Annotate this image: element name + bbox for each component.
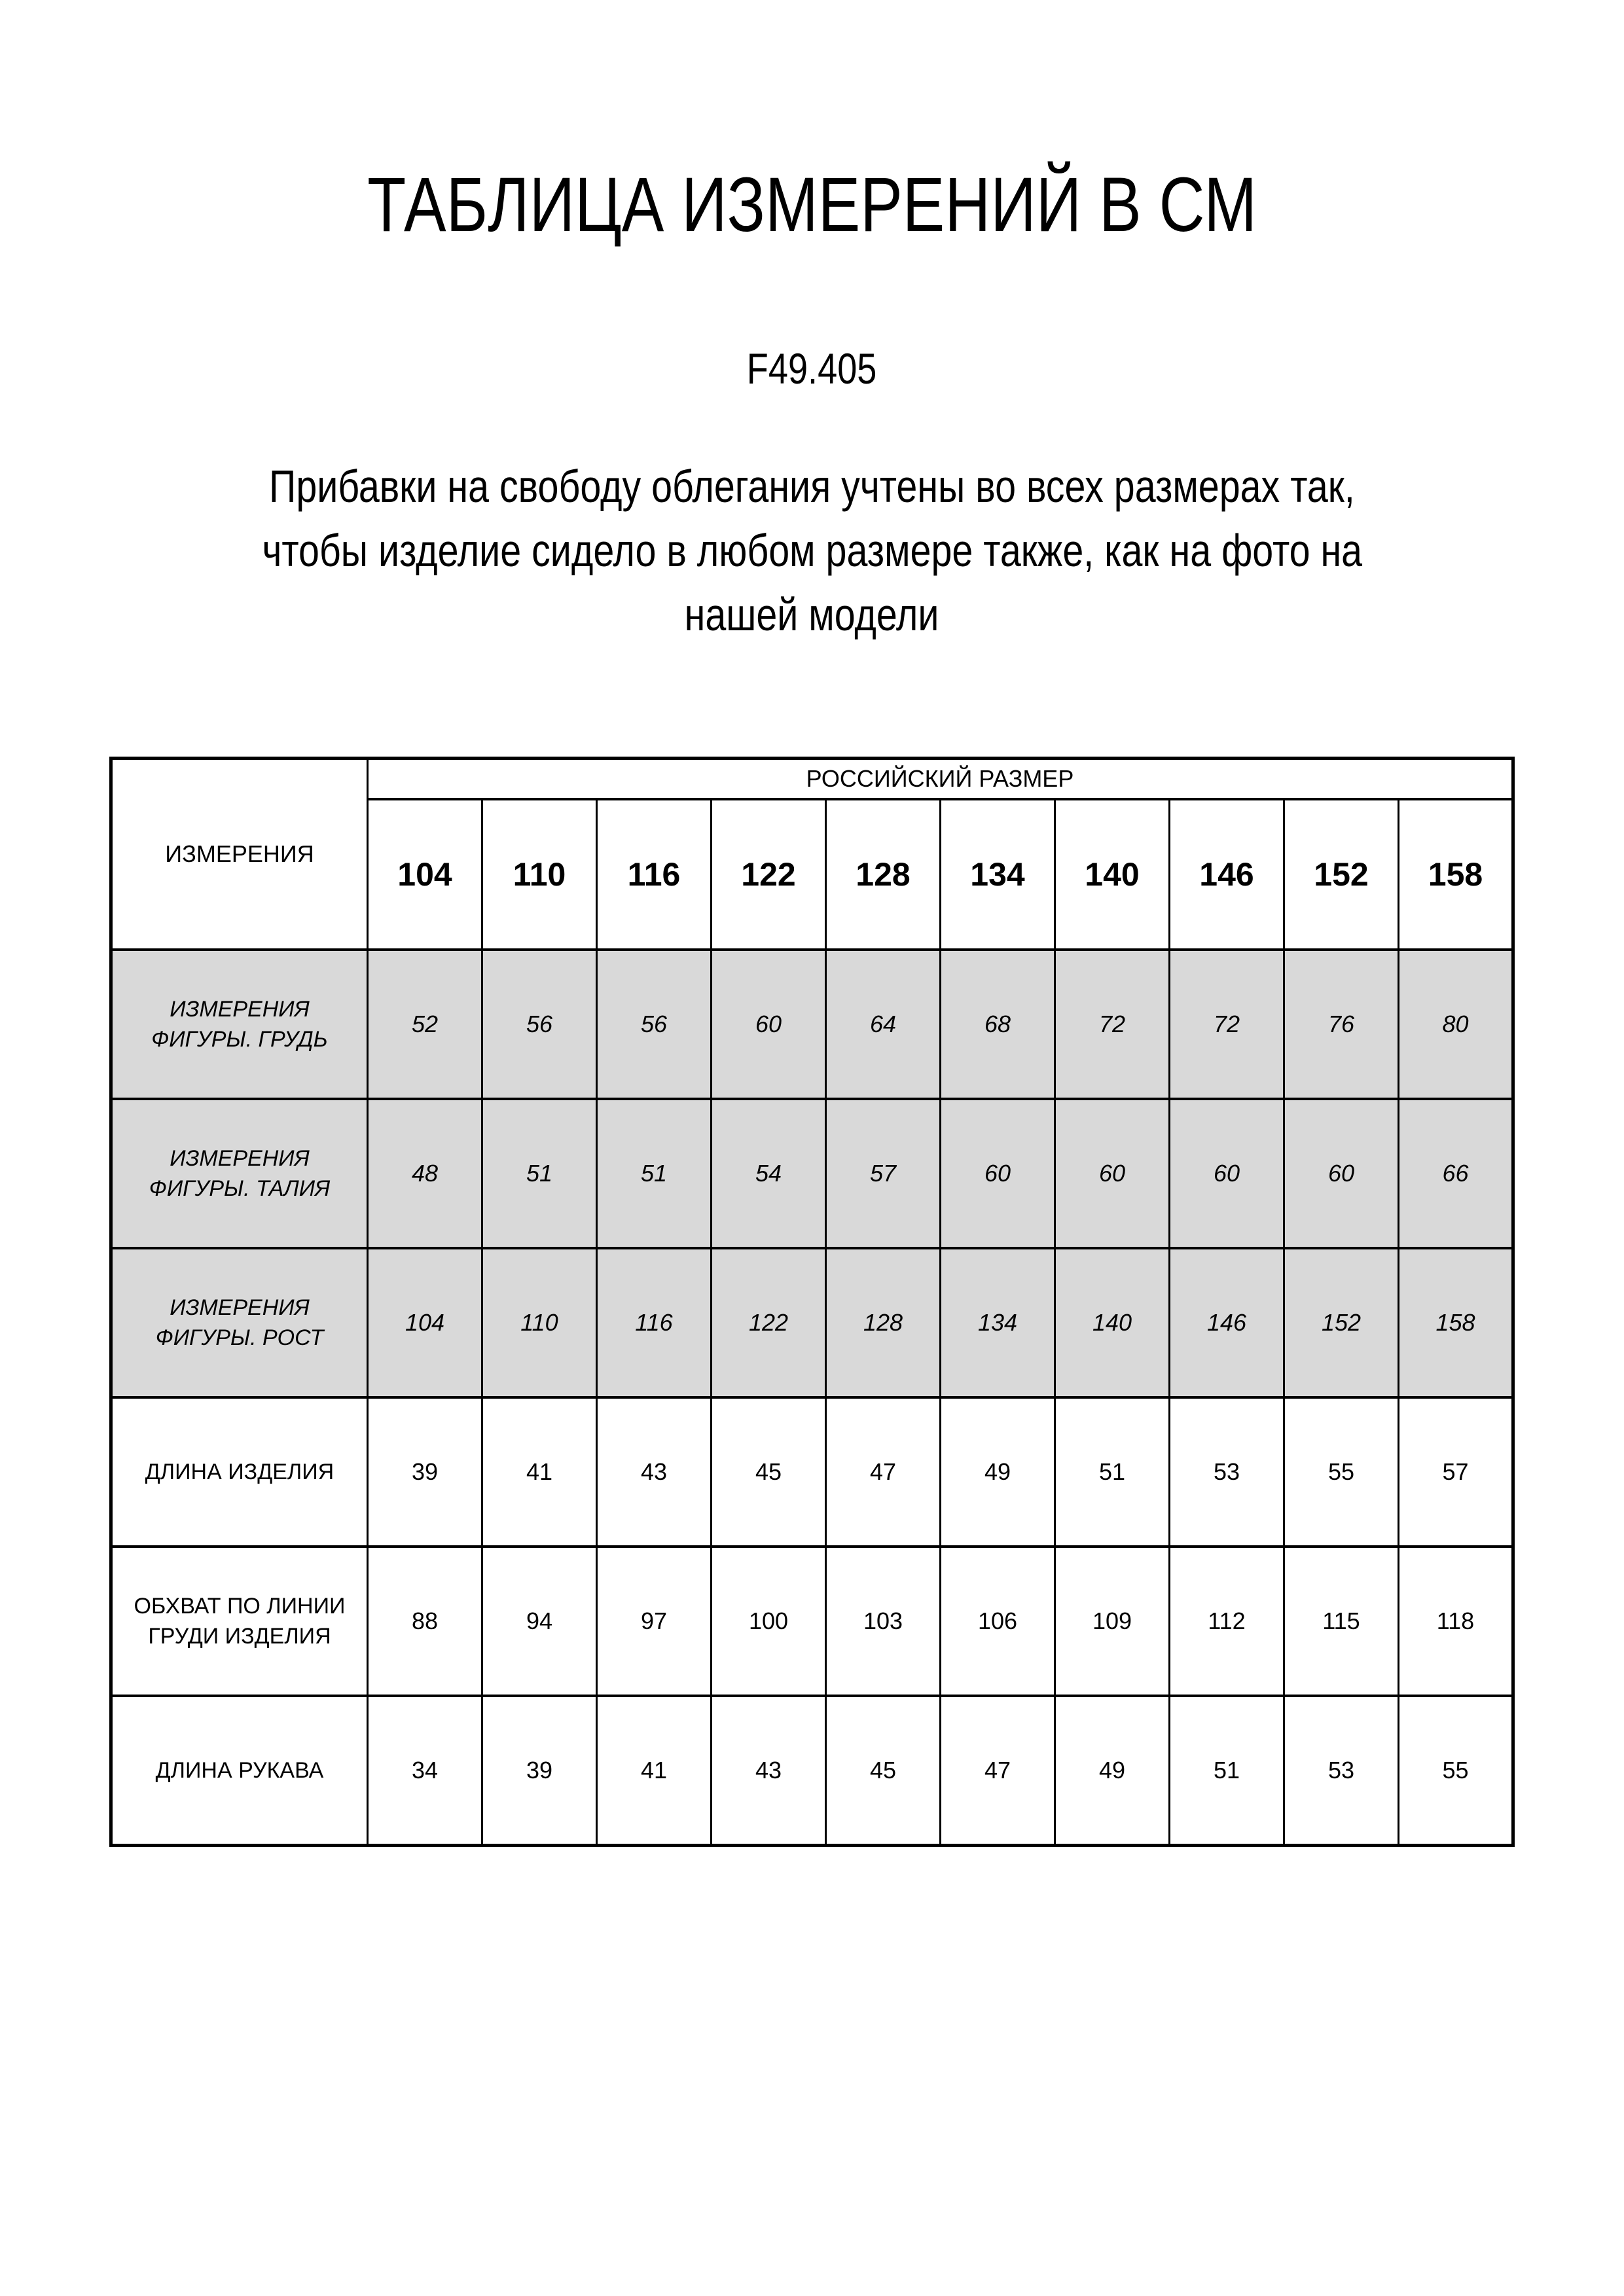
group-header-row (111, 759, 1513, 800)
measurements-table (109, 757, 1515, 1847)
table-cell: 106 (941, 1547, 1055, 1696)
table-cell: 43 (712, 1696, 826, 1845)
table-cell: 55 (1399, 1696, 1513, 1845)
table-cell: 103 (826, 1547, 941, 1696)
table-cell: 94 (482, 1547, 597, 1696)
row-label: ДЛИНА ИЗДЕЛИЯ (111, 1397, 368, 1547)
fit-note-line (0, 525, 1624, 589)
measurements-corner-header: ИЗМЕРЕНИЯ (111, 759, 368, 950)
table-cell: 56 (597, 950, 712, 1099)
fit-note-line-text: Прибавки на свободу облегания учтены во всех размерах так, (269, 461, 1355, 512)
table-cell: 68 (941, 950, 1055, 1099)
table-cell: 134 (941, 1248, 1055, 1397)
model-code-text: F49.405 (747, 344, 877, 393)
table-cell: 109 (1055, 1547, 1170, 1696)
table-cell: 64 (826, 950, 941, 1099)
fit-note (0, 461, 1624, 653)
table-row-chest-girth (111, 1547, 1513, 1696)
size-column-header: 116 (597, 799, 712, 950)
table-cell: 118 (1399, 1547, 1513, 1696)
table-cell: 54 (712, 1099, 826, 1248)
size-column-header: 128 (826, 799, 941, 950)
table-cell: 100 (712, 1547, 826, 1696)
table-cell: 47 (941, 1696, 1055, 1845)
table-cell: 55 (1284, 1397, 1399, 1547)
table-cell: 53 (1170, 1397, 1284, 1547)
row-label: ОБХВАТ ПО ЛИНИИ ГРУДИ ИЗДЕЛИЯ (111, 1547, 368, 1696)
table-cell: 66 (1399, 1099, 1513, 1248)
row-label: ИЗМЕРЕНИЯ ФИГУРЫ. ТАЛИЯ (111, 1099, 368, 1248)
table-cell: 51 (1170, 1696, 1284, 1845)
table-cell: 104 (368, 1248, 482, 1397)
size-column-header: 140 (1055, 799, 1170, 950)
table-cell: 49 (1055, 1696, 1170, 1845)
table-cell: 51 (482, 1099, 597, 1248)
table-cell: 41 (482, 1397, 597, 1547)
fit-note-line-text: нашей модели (685, 589, 939, 640)
table-cell: 122 (712, 1248, 826, 1397)
russian-size-group-header: РОССИЙСКИЙ РАЗМЕР (368, 759, 1513, 800)
table-cell: 47 (826, 1397, 941, 1547)
table-cell: 128 (826, 1248, 941, 1397)
fit-note-line-text: чтобы изделие сидело в любом размере также, как на фото на (262, 525, 1362, 576)
table-row-figure-waist (111, 1099, 1513, 1248)
table-cell: 39 (482, 1696, 597, 1845)
table-cell: 45 (826, 1696, 941, 1845)
size-column-header: 134 (941, 799, 1055, 950)
table-cell: 41 (597, 1696, 712, 1845)
table-row-figure-height (111, 1248, 1513, 1397)
row-label: ДЛИНА РУКАВА (111, 1696, 368, 1845)
table-cell: 72 (1170, 950, 1284, 1099)
table-cell: 60 (1284, 1099, 1399, 1248)
table-cell: 115 (1284, 1547, 1399, 1696)
table-cell: 146 (1170, 1248, 1284, 1397)
fit-note-line (0, 461, 1624, 525)
size-column-header: 158 (1399, 799, 1513, 950)
size-column-header: 104 (368, 799, 482, 950)
table-row-item-length (111, 1397, 1513, 1547)
table-cell: 51 (1055, 1397, 1170, 1547)
table-cell: 116 (597, 1248, 712, 1397)
table-cell: 110 (482, 1248, 597, 1397)
table-cell: 60 (1170, 1099, 1284, 1248)
table-cell: 53 (1284, 1696, 1399, 1845)
table-cell: 56 (482, 950, 597, 1099)
table-cell: 72 (1055, 950, 1170, 1099)
table-cell: 112 (1170, 1547, 1284, 1696)
table-cell: 34 (368, 1696, 482, 1845)
size-column-header: 152 (1284, 799, 1399, 950)
table-cell: 158 (1399, 1248, 1513, 1397)
table-cell: 60 (941, 1099, 1055, 1248)
table-cell: 140 (1055, 1248, 1170, 1397)
table-cell: 76 (1284, 950, 1399, 1099)
table-cell: 152 (1284, 1248, 1399, 1397)
table-cell: 43 (597, 1397, 712, 1547)
page-title (0, 0, 1624, 247)
size-column-header: 146 (1170, 799, 1284, 950)
table-cell: 60 (712, 950, 826, 1099)
table-cell: 49 (941, 1397, 1055, 1547)
row-label: ИЗМЕРЕНИЯ ФИГУРЫ. ГРУДЬ (111, 950, 368, 1099)
table-cell: 97 (597, 1547, 712, 1696)
table-cell: 51 (597, 1099, 712, 1248)
table-row-sleeve-length (111, 1696, 1513, 1845)
page-title-text: ТАБЛИЦА ИЗМЕРЕНИЙ В СМ (367, 162, 1257, 248)
table-cell: 57 (1399, 1397, 1513, 1547)
table-cell: 48 (368, 1099, 482, 1248)
table-cell: 57 (826, 1099, 941, 1248)
fit-note-line (0, 589, 1624, 653)
table-cell: 45 (712, 1397, 826, 1547)
table-row-figure-chest (111, 950, 1513, 1099)
row-label: ИЗМЕРЕНИЯ ФИГУРЫ. РОСТ (111, 1248, 368, 1397)
size-column-header: 110 (482, 799, 597, 950)
table-cell: 88 (368, 1547, 482, 1696)
table-cell: 60 (1055, 1099, 1170, 1248)
size-column-header: 122 (712, 799, 826, 950)
table-cell: 39 (368, 1397, 482, 1547)
model-code (0, 344, 1624, 393)
table-cell: 52 (368, 950, 482, 1099)
table-cell: 80 (1399, 950, 1513, 1099)
